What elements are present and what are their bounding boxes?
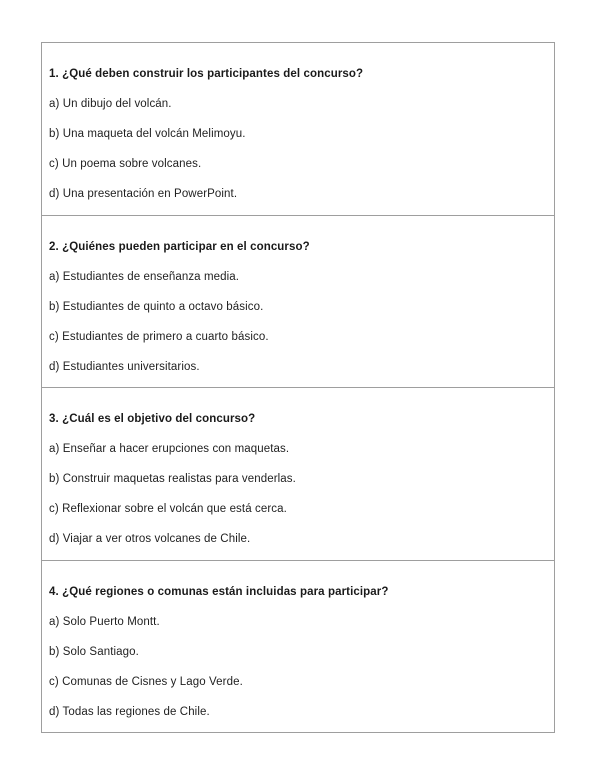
answer-option-c: c) Comunas de Cisnes y Lago Verde. [49, 675, 243, 688]
answer-option-c: c) Reflexionar sobre el volcán que está cerca. [49, 503, 287, 515]
question-block-3 [42, 388, 554, 561]
question-title: 3. ¿Cuál es el objetivo del concurso? [49, 413, 256, 425]
question-block-1 [42, 43, 554, 216]
question-title: 1. ¿Qué deben construir los participantes del concurso? [49, 68, 364, 80]
answer-option-b: b) Una maqueta del volcán Melimoyu. [49, 128, 246, 140]
question-title: 2. ¿Quiénes pueden participar en el concurso? [49, 240, 310, 253]
answer-option-c: c) Estudiantes de primero a cuarto básico. [49, 330, 269, 343]
quiz-container [41, 42, 555, 733]
answer-option-d: d) Todas las regiones de Chile. [49, 705, 210, 718]
answer-option-c: c) Un poema sobre volcanes. [49, 158, 202, 170]
answer-option-a: a) Un dibujo del volcán. [49, 98, 172, 110]
question-block-4 [42, 561, 554, 733]
answer-option-d: d) Una presentación en PowerPoint. [49, 188, 238, 200]
answer-option-d: d) Estudiantes universitarios. [49, 360, 200, 373]
answer-option-b: b) Construir maquetas realistas para venderlas. [49, 473, 296, 485]
answer-option-a: a) Enseñar a hacer erupciones con maquetas. [49, 443, 290, 455]
question-title: 4. ¿Qué regiones o comunas están incluidas para participar? [49, 585, 389, 598]
answer-option-b: b) Estudiantes de quinto a octavo básico. [49, 300, 264, 313]
question-block-2 [42, 216, 554, 389]
answer-option-b: b) Solo Santiago. [49, 645, 139, 658]
answer-option-d: d) Viajar a ver otros volcanes de Chile. [49, 533, 251, 545]
answer-option-a: a) Solo Puerto Montt. [49, 615, 160, 628]
answer-option-a: a) Estudiantes de enseñanza media. [49, 270, 240, 283]
